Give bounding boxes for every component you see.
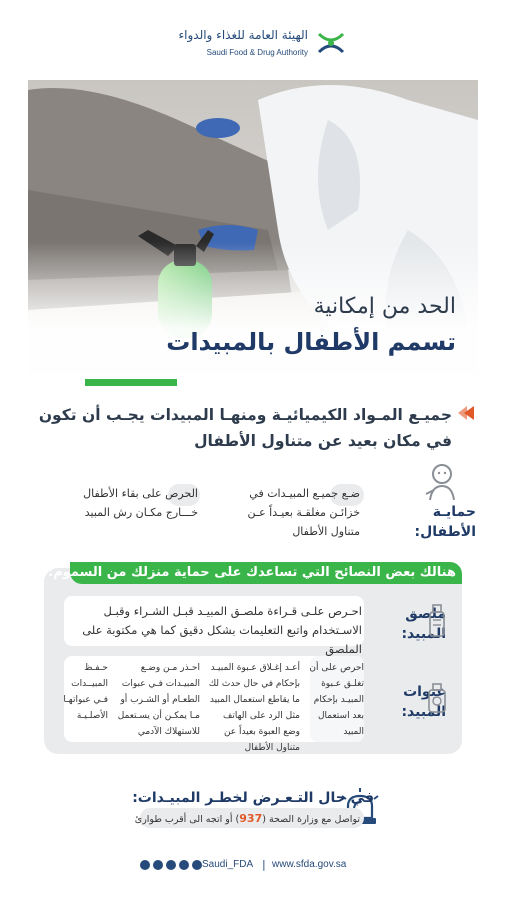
child-tip-away: الحرص على بقاء الأطفال خـــارج مكـان رش المبيد [83,487,198,519]
logo-arabic-text: الهيئة العامة للغذاء والدواء [178,28,308,42]
social-icons [140,860,202,870]
container-tip-2: أعـد إغـلاق عـبوة المبيـد بإحكام في حال حدث لك ما يقاطع استعمال المبيد مثل الرد على الهاتف وضع العبوة بعيداً عن متناول الأطفال [208,663,300,753]
container-section-title: عبوات المبيد: [401,684,446,720]
sfda-logo-icon [314,26,348,60]
social-handle[interactable]: Saudi_FDA [202,859,254,870]
arrow-bullet-icon [458,406,474,420]
exposure-title: في حال التـعـرض لخطـر المبيـدات: [132,790,374,806]
exposure-note-prefix: تواصل مع وزارة الصحة ( [262,814,360,825]
spray-bottle-icon [427,602,447,638]
website-link[interactable]: www.sfda.gov.sa [272,859,347,870]
child-protection-title: حمايـة الأطفال: [414,504,476,540]
child-icon [418,460,462,504]
sfda-logo [168,22,348,68]
container-tip-3: احـذر مـن وضـع المبيـدات فـي عبوات الطعـام أو الشـرب أو مـا يمكـن أن يسـتعمل للاستهلاك الآدمي [117,663,200,737]
youtube-icon[interactable] [166,860,176,870]
twitter-icon[interactable] [140,860,150,870]
instagram-icon[interactable] [153,860,163,870]
label-tip-text: احـرص علـى قـراءة ملصـق المبيـد قبـل الشـراء وقبـل الاسـتخدام واتبع التعليمات بشكل دقيق كما هي مكتوبة على الملصق [82,604,362,656]
snapchat-icon[interactable] [179,860,189,870]
exposure-note [135,812,360,825]
child-tip-cabinets: ضـع جميـع المبيـدات في خزائـن مغلقـة بعيـداً عـن متناول الأطفال [247,487,360,538]
logo-english-text: Saudi Food & Drug Authority [206,48,308,57]
container-icon [426,682,448,714]
hotline-number: 937 [239,812,263,825]
exposure-note-suffix: ) أو اتجه الى أقرب طوارئ [134,814,240,825]
footer [140,858,370,876]
accent-bar [85,379,177,386]
main-statement: جميـع المـواد الكيميائيـة ومنهـا المبيدات يجـب أن تكون في مكان بعيد عن متناول الأطفال [38,406,452,450]
footer-separator: | [262,858,266,871]
tips-title-prefix: هنالك بعض النصائح التي تساعدك [241,565,456,580]
container-tip-1: احرص على أن تغلـق عـبوة المبيـد بإحكام بعد استعمال المبيد [309,663,364,737]
container-tip-4: حـفـظ المبيــدات فـي عبواتهـا الأصلـيـة [63,663,108,721]
label-section-title: ملصق المبيد: [401,606,446,642]
facebook-icon[interactable] [192,860,202,870]
hero-title-line1: الحد من إمكانية [313,294,456,319]
tips-title-emphasis: على حماية منزلك من السموم: [48,565,242,580]
hero-image [28,80,478,374]
tips-panel-title [48,563,456,583]
hero-title-line2: تسمم الأطفال بالمبيدات [166,328,456,356]
